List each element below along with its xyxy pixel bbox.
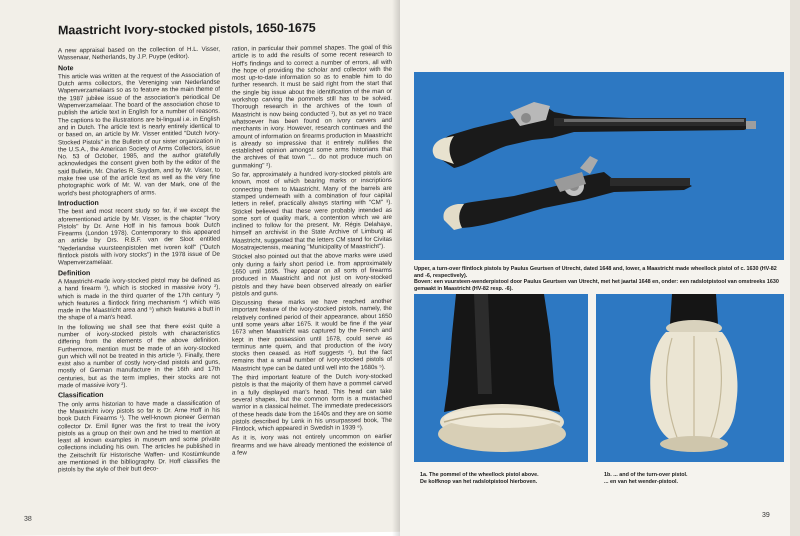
page-number-right: 39 [762, 512, 770, 519]
wheellock-pommel-image [414, 294, 588, 462]
left-column [58, 46, 220, 476]
article-title: Maastricht Ivory-stocked pistols, 1650-1675 [58, 20, 316, 38]
introduction-heading: Introduction [58, 199, 99, 208]
column2-paragraph-4: Discussing these marks we have reached another important feature of the ivory-stocked pistols, namely, the relatively confined period of their appearance, about 1650 until some years after 1675. It would be fine if the year 1673 when Maastricht was captured by the French and kept in their possession until 1678, could serve as terminus ante quem, and that production of the ivory stocks then ceased. as Hoff suggests ⁴), but the fact remains that a small number of ivory-stocked pistols of Maastricht type can be dated until well into the 1680s ⁵). [232, 297, 392, 373]
caption-1b-dutch: ... en van het wender-pistool. [604, 478, 678, 485]
flintlock-pommel-photo [596, 294, 784, 462]
note-paragraph: This article was written at the request of the Association of Dutch arms collectors, the Vereniging van Nederlandse Wapenverzamelaars so as to feature as the main theme of the 1987 jubilee issue of the association's periodical De Wapenverzamelaar. The board of the association chose to publish the article text in English for a number of reasons. The captions to the illustrations are bi-lingual i.e. in English and in Dutch. The article text is nearly entirely identical to or based on, an article by Mr. Visser entitled "Dutch Ivory-Stocked Pistols" in the Bulletin of our sister organization in the U.S.A., the American Society of Arms Collectors, issue No. 53 of October, 1985, and the author gratefully acknowledges the consent given both by the editor of the said Bulletin, Mr. Charles R. Suydam, and by Mr. Visser, to make free use of the article text as well as the very fine photographic work of Mr. W. van der Mark, one of the world's best photographers of arms. [58, 71, 220, 198]
caption-1a-english: 1a. The pommel of the wheellock pistol above. [420, 472, 539, 478]
definition-paragraph-2: In the following we shall see that there exist quite a number of ivory-stocked pistols with characteristics differing from the elements of the above definition. Furthermore, mention must be made of an ivory-stocked gun which will not be treated in this article ¹). Finally, there exist also a number of costly ivory-clad pistols and guns, mostly of German manufacture in the 16th and 17th centuries, but as the term implies, their stocks are not made of massive ivory ²). [58, 322, 220, 390]
page-number-left: 38 [24, 515, 32, 523]
caption-1a-dutch: De kolfknop van het radslotpistool hierboven. [420, 478, 538, 485]
classification-heading: Classification [58, 392, 104, 400]
column2-paragraph-2: So far, approximately a hundred ivory-stocked pistols are known, most of which bearing marks or inscriptions connecting them to Maastricht. Many of the barrels are stamped underneath with a combination of four capital letters in relief, practically always starting with "CM" ³). Stöckel believed that these were probably intended as some sort of quality mark, a contention which we are inclined to follow for the present. Mr. Régis Delahaye, himself an archivist in the State Archive of Limburg at Maastricht, suggested that the letters CM stand for Civitas Mosatrajectensis, meaning "Municipality of Maastricht"). [232, 169, 392, 252]
definition-heading: Definition [58, 269, 91, 278]
caption-1b-english: 1b. ... and of the turn-over pistol. [604, 472, 688, 478]
column2-paragraph-1: ration, in particular their pommel shapes. The goal of this article is to add the results of some recent research to Hoff's findings and to correct a number of errors, all with the hope of providing the scholar and collector with the most up-to-date information so as to enable him to do further research. It must be said right from the start that the single big issue about the identification of the man or workshop carving the pommels still has to be solved. Thorough research in the archives of the town of Maastricht is now being conducted ¹), but as yet no trace whatsoever has been found on ivory carvers and merchants in ivory. However, research continues and the amount of information on firearms production in Maastricht is already so impressive that it entirely nullifies the established opinion amongst some arms historians that the archives of that town "... do not produce much on gunmaking" ²). [232, 43, 392, 170]
definition-paragraph-1: A Maastricht-made ivory-stocked pistol may be defined as a hand firearm ¹), which is stocked in massive ivory ²), which is made in the third quarter of the 17th century ³) which features a flintlock firing mechanism ⁴) which was made in the Maastricht area and ⁵) which features a butt in the shape of a man's head. [58, 276, 220, 322]
caption-top-english: Upper, a turn-over flintlock pistols by Paulus Geurtsen of Utrecht, dated 1648 and, lower, a Maastricht made wheellock pistol of c. 1630 (HV-82 and -6, respectively). [414, 266, 777, 279]
introduction-paragraph: The best and most recent study so far, if we except the aforementioned article by Mr. Visser, is the chapter "Ivory Pistols" by Dr. Arne Hoff in his famous book Dutch Firearms (London 1978). Contemporary to this appeared an article by Drs. R.B.F. van der Sloot entitled "Nederlandse vuursteenpistolen met ivoren kolf" ("Dutch flintlock pistols with ivory stocks") in the 1978 issue of De Wapenverzamelaar. [58, 206, 220, 267]
pistols-image [414, 72, 784, 260]
caption-1a [420, 472, 590, 485]
column2-paragraph-3: Stöckel also pointed out that the above marks were used only during a fairly short period i.e. from approximately 1650 until 1695. They appear on all sorts of firearms produced in Maastricht and not just on ivory-stocked pistols and they have been observed already on earlier pistols and guns. [232, 252, 392, 298]
intro-paragraph: A new appraisal based on the collection of H.L. Visser, Wassenaar, Netherlands, by J.P. Puype (editor). [58, 45, 220, 62]
page-edge [790, 0, 800, 536]
caption-top-dutch: Boven: een vuursteen-wenderpistool door Paulus Geurtsen van Utrecht, met het jaartal 1648 en, onder: een radslotpistool van omstreeks 1630 gemaakt in Maastricht (HV-82 resp. -6). [414, 279, 779, 292]
flintlock-pommel-image [596, 294, 784, 462]
flintlock-pistol-image [433, 102, 756, 168]
classification-paragraph: The only arms historian to have made a classification of the Maastricht ivory pistols so far is Dr. Arne Hoff in his book Dutch Firearms ¹). The well-known pioneer German collector Dr. Emil Ilgner was the first to treat the ivory pistols as a group on their own and he tried to mention at least all known examples in museum and some private collections including his own. The articles he published in the Zeitschrift für Historische Waffen- und Kostümkunde are mentioned in the bibliography. Dr. Hoff classifies the pistols by the style of their butt deco- [58, 399, 220, 474]
right-page [400, 0, 792, 536]
pistols-photo [414, 72, 784, 260]
wheellock-pistol-image [444, 156, 692, 230]
wheellock-pommel-photo [414, 294, 588, 462]
note-heading: Note [58, 64, 74, 72]
column2-paragraph-6: As it is, ivory was not entirely uncommon on earlier firearms and we have already mentioned the existence of a few [232, 433, 392, 457]
caption-top [414, 266, 784, 292]
column2-paragraph-5: The third important feature of the Dutch ivory-stocked pistols is that the majority of them have a pommel carved in a fully displayed man's head. This head can take several shapes, but the common form is a mustached warrior in a classical helmet. The immediate predecessors of these heads date from the 1640s and they are on some pistols described by Lenk in his unsurpassed book, The Flintlock, which appeared in Swedish in 1939 ⁶). [232, 372, 392, 433]
right-column [232, 44, 392, 459]
caption-1b [604, 472, 782, 485]
